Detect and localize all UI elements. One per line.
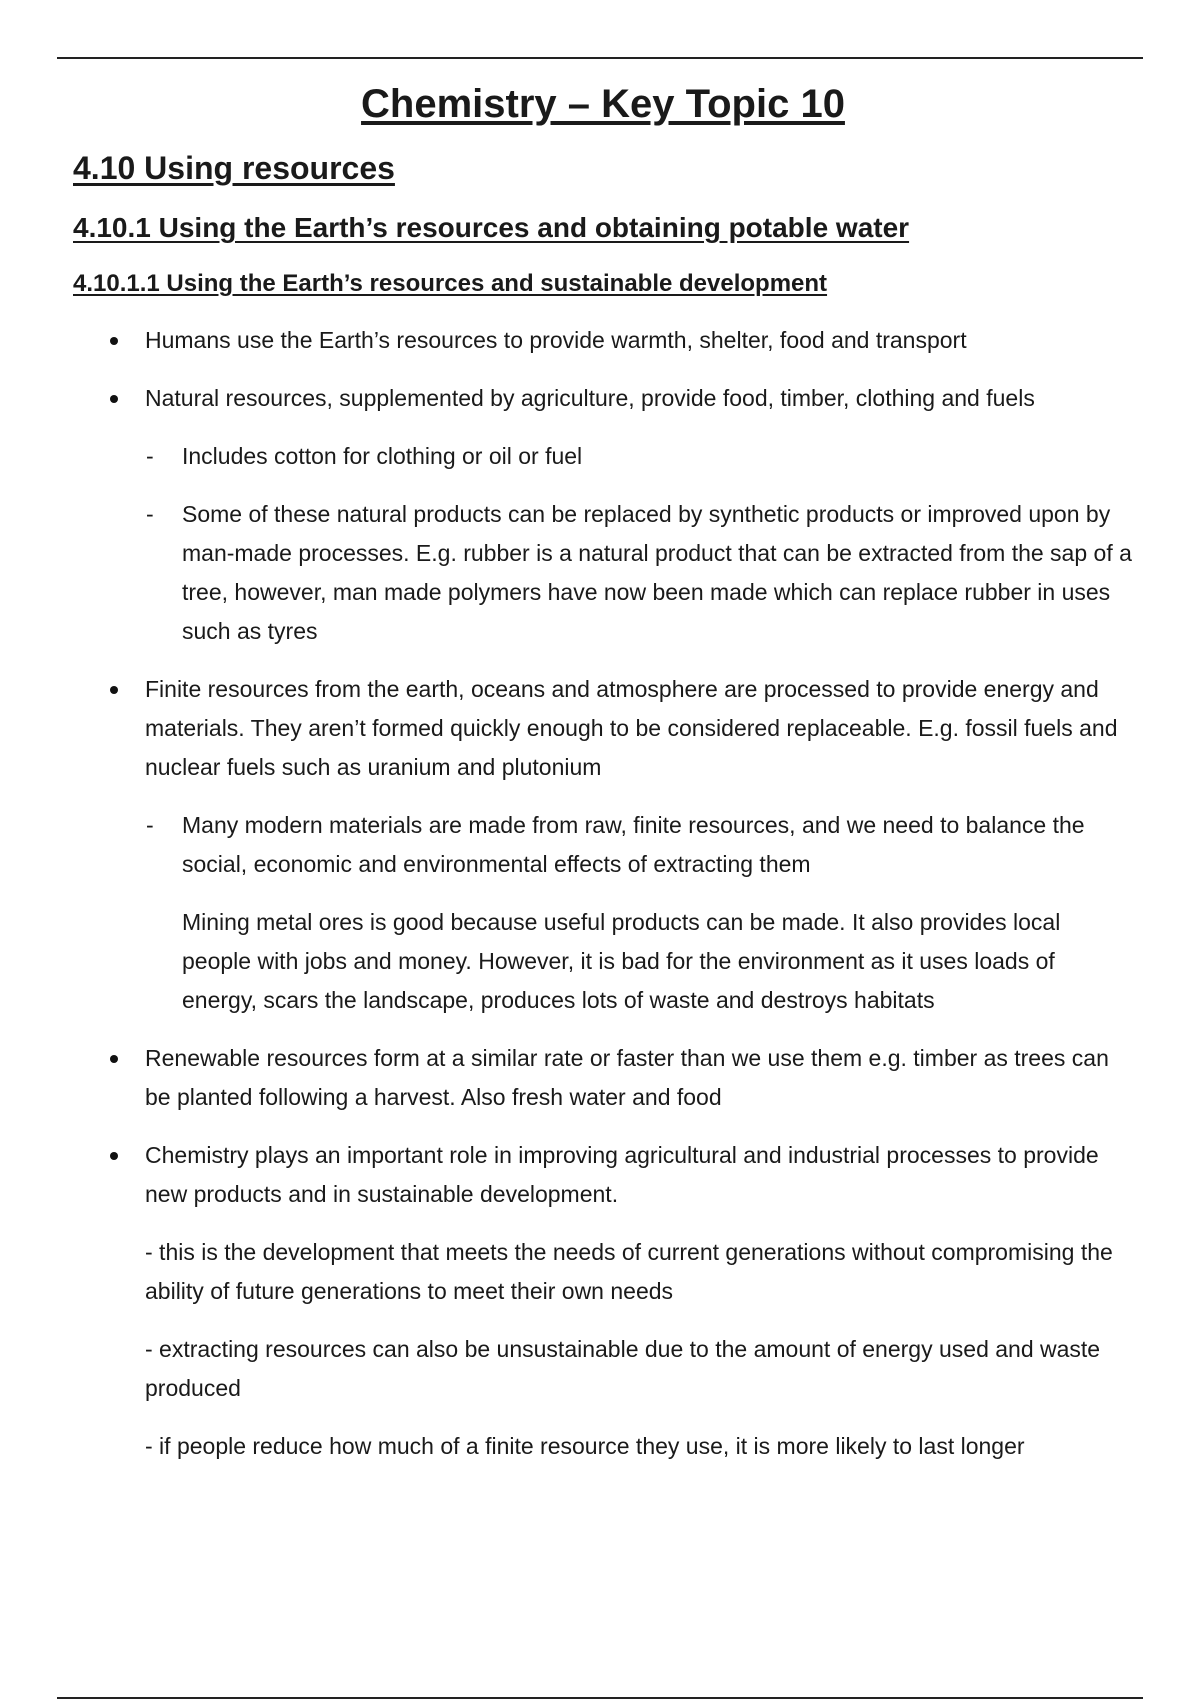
bullet-icon (110, 337, 118, 345)
dash-item (73, 437, 1133, 476)
bottom-rule (57, 1697, 1143, 1699)
indented-paragraph: - if people reduce how much of a finite resource they use, it is more likely to last longer (145, 1433, 1025, 1459)
dash-item (73, 806, 1133, 884)
dash-marker: - (146, 501, 154, 527)
bullet-icon (110, 395, 118, 403)
subsubsection-heading: 4.10.1.1 Using the Earth’s resources and sustainable development (73, 270, 828, 297)
bullet-icon (110, 1055, 118, 1063)
subsection-heading: 4.10.1 Using the Earth’s resources and obtaining potable water (73, 212, 910, 243)
dash-marker: - (146, 443, 154, 469)
indented-paragraph: Mining metal ores is good because useful products can be made. It also provides local people with jobs and money. However, it is bad for the environment as it uses loads of energy, scars the landscape, produces lots of waste and destroys habitats (182, 909, 1061, 1013)
bullet-text: Chemistry plays an important role in improving agricultural and industrial processes to provide new products and in sustainable development. (145, 1142, 1099, 1207)
dash-text: Many modern materials are made from raw, finite resources, and we need to balance the social, economic and environmental effects of extracting them (182, 812, 1085, 877)
dash-marker: - (146, 812, 154, 838)
bullet-text: Humans use the Earth’s resources to provide warmth, shelter, food and transport (145, 327, 967, 353)
bullet-item (73, 321, 1133, 360)
page-title: Chemistry – Key Topic 10 (361, 82, 845, 126)
document-page (73, 70, 1133, 1466)
section-heading: 4.10 Using resources (73, 150, 395, 186)
bullet-icon (110, 686, 118, 694)
bullet-item (73, 1039, 1133, 1117)
bullet-text: Natural resources, supplemented by agriculture, provide food, timber, clothing and fuels (145, 385, 1035, 411)
bullet-item (73, 670, 1133, 787)
bullet-text: Renewable resources form at a similar rate or faster than we use them e.g. timber as trees can be planted following a harvest. Also fresh water and food (145, 1045, 1109, 1110)
indented-paragraph: - this is the development that meets the needs of current generations without compromising the ability of future generations to meet their own needs (145, 1239, 1113, 1304)
indented-paragraph: - extracting resources can also be unsustainable due to the amount of energy used and waste produced (145, 1336, 1101, 1401)
bullet-item (73, 379, 1133, 418)
dash-text: Some of these natural products can be replaced by synthetic products or improved upon by man-made processes. E.g. rubber is a natural product that can be extracted from the sap of a tree, however, man made polymers have now been made which can replace rubber in uses such as tyres (182, 501, 1132, 644)
top-rule (57, 57, 1143, 59)
dash-item (73, 495, 1133, 651)
bullet-item (73, 1136, 1133, 1214)
bullet-icon (110, 1152, 118, 1160)
dash-text: Includes cotton for clothing or oil or fuel (182, 443, 583, 469)
bullet-text: Finite resources from the earth, oceans and atmosphere are processed to provide energy and materials. They aren’t formed quickly enough to be considered replaceable. E.g. fossil fuels and nuclear fuels such as uranium and plutonium (145, 676, 1118, 780)
